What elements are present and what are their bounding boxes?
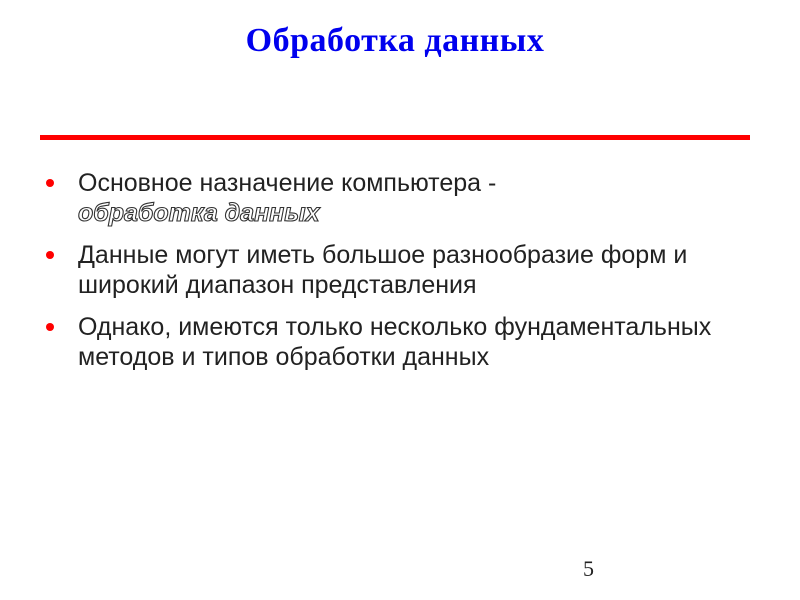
bullet-item-purpose [45,168,765,228]
bullet-item-methods [45,312,765,372]
bullet-item-data-variety [45,240,765,300]
bullet-text: Однако, имеются только несколько фундаментальных методов и типов обработки данных [78,313,712,371]
bullet-text: Данные могут иметь большое разнообразие форм и широкий диапазон представления [78,241,688,299]
bullet-dot-icon [46,179,54,187]
bullet-text: Основное назначение компьютера - [78,169,497,197]
slide-title: Обработка данных [245,22,545,59]
title-divider [40,135,750,140]
bullet-dot-icon [46,251,54,259]
page-number: 5 [583,556,594,581]
bullet-list [45,168,765,384]
emphasized-text: обработка данных [78,199,320,227]
bullet-dot-icon [46,323,54,331]
